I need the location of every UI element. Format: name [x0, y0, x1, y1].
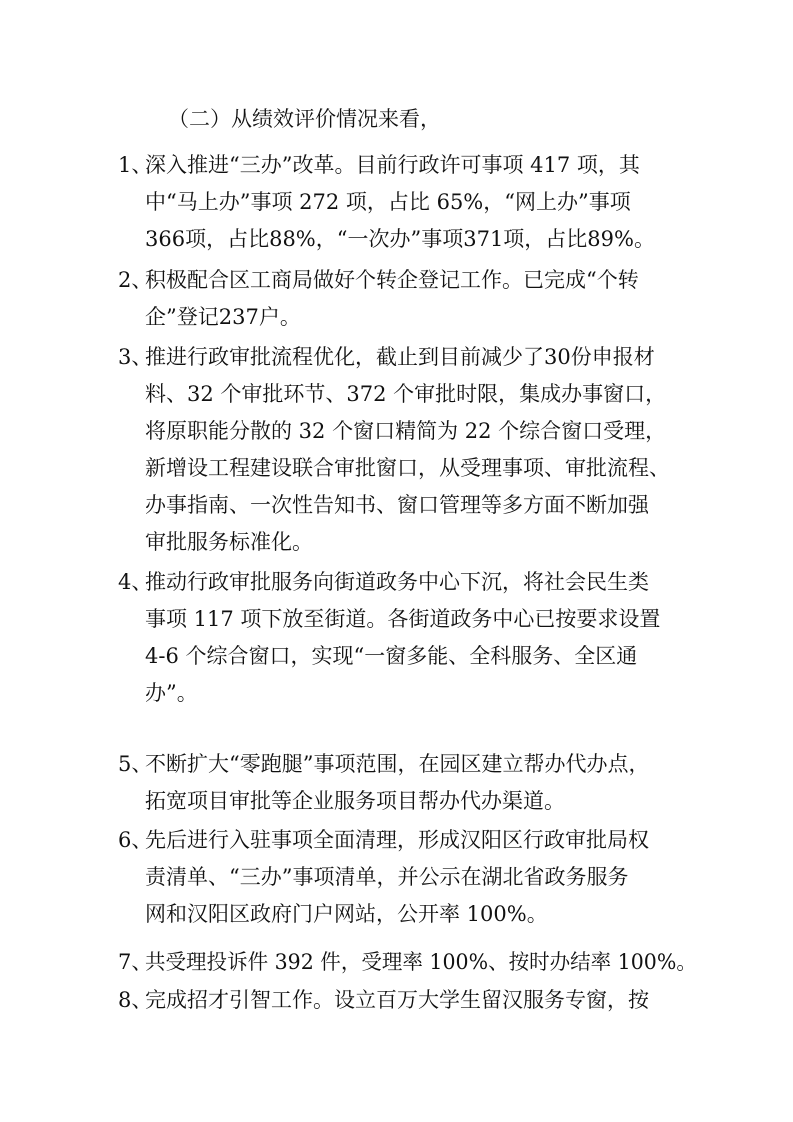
list-item	[118, 569, 688, 706]
item-number: 8、	[118, 988, 153, 1012]
item-number: 2、	[118, 268, 153, 292]
item-text-line: 不断扩大“零跑腿”事项范围，在园区建立帮办代办点，	[145, 752, 650, 776]
item-text-line: 办事指南、一次性告知书、窗口管理等多方面不断加强	[145, 493, 649, 517]
list-item	[118, 827, 688, 927]
item-text-line: 网和汉阳区政府门户网站，公开率 100%。	[145, 902, 548, 926]
item-text-line: 办”。	[145, 681, 198, 705]
item-number: 4、	[118, 570, 153, 594]
item-text-line: 完成招才引智工作。设立百万大学生留汉服务专窗，按	[145, 988, 649, 1012]
item-text-line: 企”登记237户。	[145, 305, 301, 329]
item-text-line: 审批服务标准化。	[145, 530, 313, 554]
item-text-line: 料、32 个审批环节、372 个审批时限，集成办事窗口，	[145, 382, 667, 406]
list-item	[118, 344, 688, 555]
item-number: 1、	[118, 153, 153, 177]
list-item	[118, 152, 688, 252]
item-text-line: 事项 117 项下放至街道。各街道政务中心已按要求设置	[145, 607, 661, 631]
item-text-line: 共受理投诉件 392 件，受理率 100%、按时办结率 100%。	[145, 950, 697, 974]
list-item	[118, 267, 688, 330]
item-number: 5、	[118, 752, 153, 776]
item-number: 7、	[118, 950, 153, 974]
item-text-line: 责清单、“三办”事项清单，并公示在湖北省政务服务	[145, 865, 629, 889]
item-text-line: 中“马上办”事项 272 项，占比 65%，“网上办”事项	[145, 190, 631, 214]
item-text-line: 4-6 个综合窗口，实现“一窗多能、全科服务、全区通	[145, 644, 638, 668]
list-item	[118, 751, 688, 814]
item-number: 3、	[118, 345, 153, 369]
list-item	[118, 987, 688, 1013]
item-text-line: 366项，占比88%，“一次办”事项371项，占比89%。	[145, 227, 655, 251]
item-text-line: 推动行政审批服务向街道政务中心下沉，将社会民生类	[145, 570, 649, 594]
section-heading: （二）从绩效评价情况来看，	[168, 107, 441, 131]
list-item	[118, 949, 697, 975]
item-text-line: 拓宽项目审批等企业服务项目帮办代办渠道。	[145, 789, 565, 813]
item-text-line: 将原职能分散的 32 个窗口精简为 22 个综合窗口受理，	[145, 419, 667, 443]
item-number: 6、	[118, 828, 153, 852]
item-text-line: 积极配合区工商局做好个转企登记工作。已完成“个转	[145, 268, 639, 292]
item-text-line: 深入推进“三办”改革。目前行政许可事项 417 项，其	[145, 153, 640, 177]
item-text-line: 新增设工程建设联合审批窗口，从受理事项、审批流程、	[145, 456, 670, 480]
item-text-line: 先后进行入驻事项全面清理，形成汉阳区行政审批局权	[145, 828, 649, 852]
item-text-line: 推进行政审批流程优化，截止到目前减少了30份申报材	[145, 345, 655, 369]
